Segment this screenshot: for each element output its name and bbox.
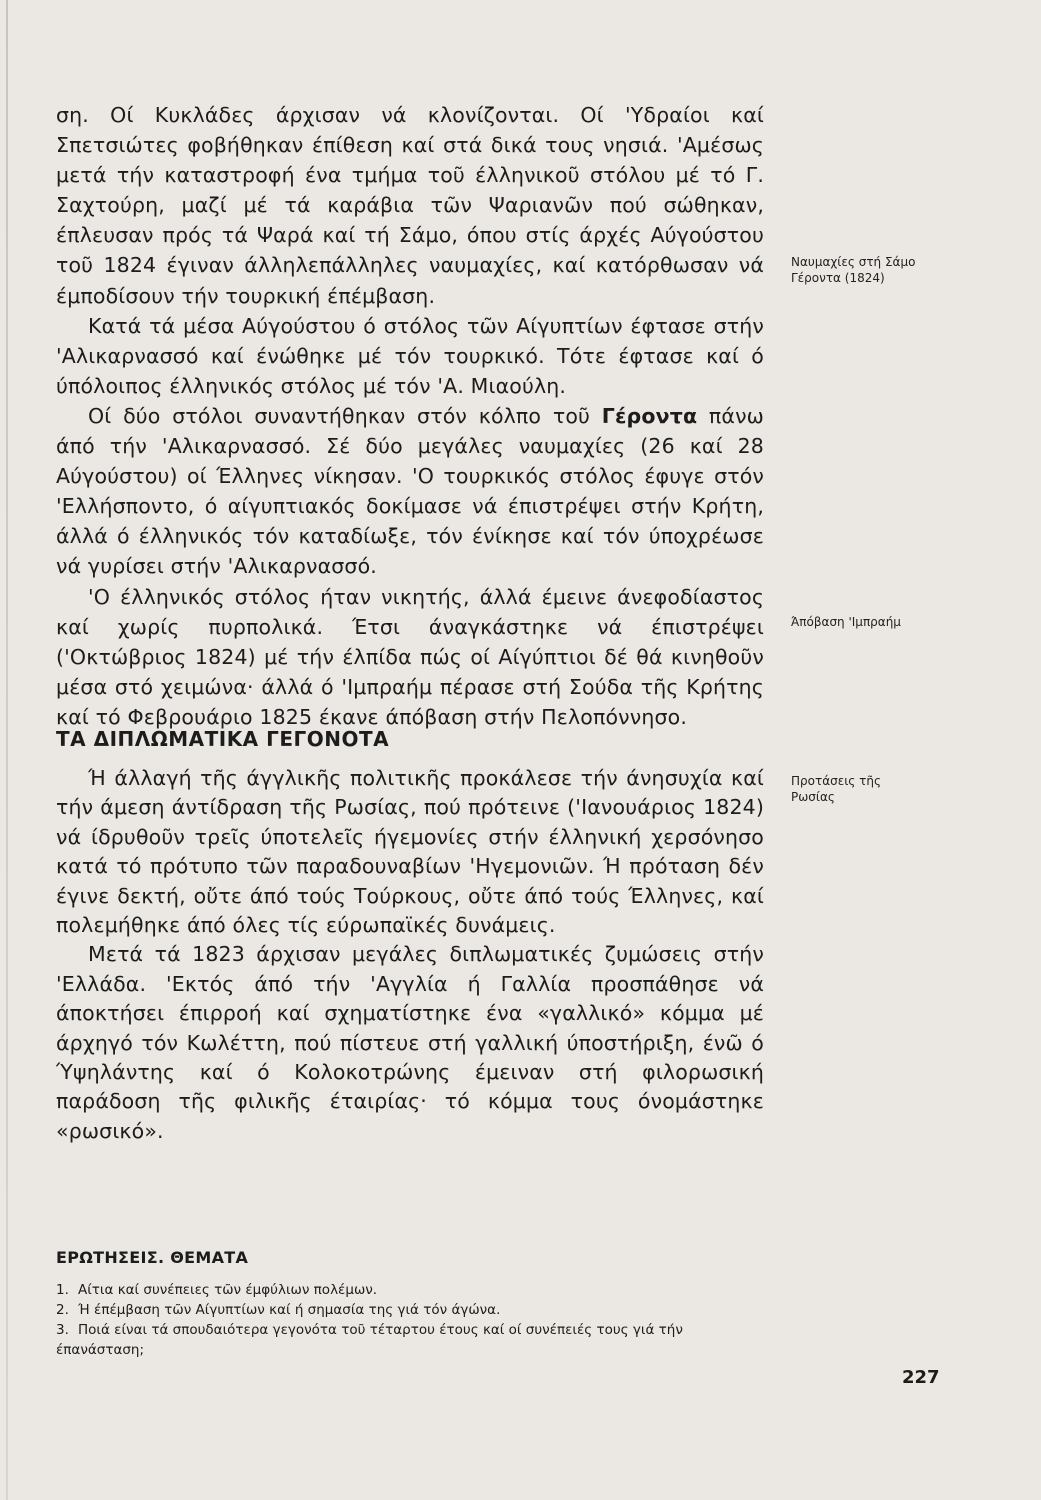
margin-note-russia [791,773,991,805]
page-number: 227 [902,1367,940,1388]
paragraph-1: ση. Οί Κυκλάδες άρχισαν νά κλονίζονται. Οί 'Υδραίοι καί Σπετσιώτες φοβήθηκαν έπίθεση καί στά δικά τους νησιά. 'Αμέσως μετά τήν καταστροφή ένα τμήμα τοῦ έλληνικοῦ στόλου μέ τό Γ. Σαχτούρη, μαζί μέ τά καράβια τῶν Ψαριανῶν πού σώθηκαν, έπλευσαν πρός τά Ψαρά καί τή Σάμο, όπου στίς άρχές Αύγούστου τοῦ 1824 έγιναν άλληλεπάλληλες ναυμαχίες, καί κατόρθωσαν νά έμποδίσουν τήν τουρκική έπέμβαση. [56,103,764,308]
question-text: Ή έπέμβαση τῶν Αίγυπτίων καί ή σημασία της γιά τόν άγώνα. [78,1302,501,1318]
question-number: 3. [56,1322,69,1338]
question-number: 1. [56,1282,69,1298]
question-number: 2. [56,1302,69,1318]
paragraph-3-start: Οί δύο στόλοι συναντήθηκαν στόν κόλπο τοῦ [88,403,602,428]
question-text: Αίτια καί συνέπειες τῶν έμφύλιων πολέμων. [78,1282,378,1298]
section-text [56,764,764,1146]
margin-note-line: Γέροντα (1824) [791,271,885,285]
questions-list [56,1280,764,1360]
section-paragraph-1: Ή άλλαγή τῆς άγγλικῆς πολιτικῆς προκάλεσε τήν άνησυχία καί τήν άμεση άντίδραση τῆς Ρωσίας, πού πρότεινε ('Ιανουάριος 1824) νά ίδρυθοῦν τρεῖς ύποτελεῖς ήγεμονίες στήν έλληνική χερσόνησο κατά τό πρότυπο τῶν παραδουναβίων 'Ηγεμονιῶν. Ή πρόταση δέν έγινε δεκτή, οὔτε άπό τούς Τούρκους, οὔτε άπό τούς Έλληνες, καί πολεμήθηκε άπό όλες τίς εύρωπαϊκές δυνάμεις. [56,766,764,938]
paragraph-4: 'Ο έλληνικός στόλος ήταν νικητής, άλλά έμεινε άνεφοδίαστος καί χωρίς πυρπολικά. Έτσι άναγκάστηκε νά έπιστρέψει ('Οκτώβριος 1824) μέ τήν έλπίδα πώς οί Αίγύπτιοι δέ θά κινηθοῦν μέσα στό χειμώνα· άλλά ό 'Ιμπραήμ πέρασε στή Σούδα τῆς Κρήτης καί τό Φεβρουάριο 1825 έκανε άπόβαση στήν Πελοπόννησο. [56,584,764,729]
margin-note-line: Άπόβαση 'Ιμπραήμ [791,615,901,629]
main-text [56,100,764,732]
question-item [56,1280,764,1300]
question-text: Ποιά είναι τά σπουδαιότερα γεγονότα τοῦ τέταρτου έτους καί οί συνέπειές τους γιά τήν έπανάσταση; [56,1322,683,1358]
margin-note-line: Προτάσεις τῆς [791,774,881,788]
paragraph-2: Κατά τά μέσα Αύγούστου ό στόλος τῶν Αίγυπτίων έφτασε στήν 'Αλικαρνασσό καί ένώθηκε μέ τόν τουρκικό. Τότε έφτασε καί ό ύπόλοιπος έλληνικός στόλος μέ τόν 'Α. Μιαούλη. [56,313,764,398]
margin-note-landing [791,614,991,630]
paragraph-3-end: πάνω άπό τήν 'Αλικαρνασσό. Σέ δύο μεγάλες ναυμαχίες (26 καί 28 Αύγούστου) οί Έλληνες νίκησαν. 'Ο τουρκικός στόλος έφυγε στόν 'Ελλήσποντο, ό αίγυπτιακός δοκίμασε νά έπιστρέψει στήν Κρήτη, άλλά ό έλληνικός τόν καταδίωξε, τόν ένίκησε καί τόν ύποχρέωσε νά γυρίσει στήν 'Αλικαρνασσό. [56,403,764,579]
margin-note-naval-battles [791,254,991,286]
paragraph-3 [56,401,764,582]
section-title: ΤΑ ΔΙΠΛΩΜΑΤΙΚΑ ΓΕΓΟΝΟΤΑ [56,727,390,751]
questions-title: ΕΡΩΤΗΣΕΙΣ. ΘΕΜΑΤΑ [56,1248,249,1267]
page-edge [6,0,8,1500]
question-item [56,1320,764,1360]
question-item [56,1300,764,1320]
section-paragraph-2: Μετά τά 1823 άρχισαν μεγάλες διπλωματικές ζυμώσεις στήν 'Ελλάδα. 'Εκτός άπό τήν 'Αγγλία ή Γαλλία προσπάθησε νά άποκτήσει έπιρροή καί σχηματίστηκε ένα «γαλλικό» κόμμα μέ άρχηγό τόν Κωλέττη, πού πίστευε στή γαλλική ύποστήριξη, ένῶ ό Ύψηλάντης καί ό Κολοκοτρώνης έμειναν στή φιλορωσική παράδοση τῆς φιλικῆς έταιρίας· τό κόμμα τους όνομάστηκε «ρωσικό». [56,942,764,1143]
margin-note-line: Ναυμαχίες στή Σάμο [791,255,916,269]
margin-note-line: Ρωσίας [791,790,835,804]
keyword-geronta: Γέροντα [601,403,698,428]
